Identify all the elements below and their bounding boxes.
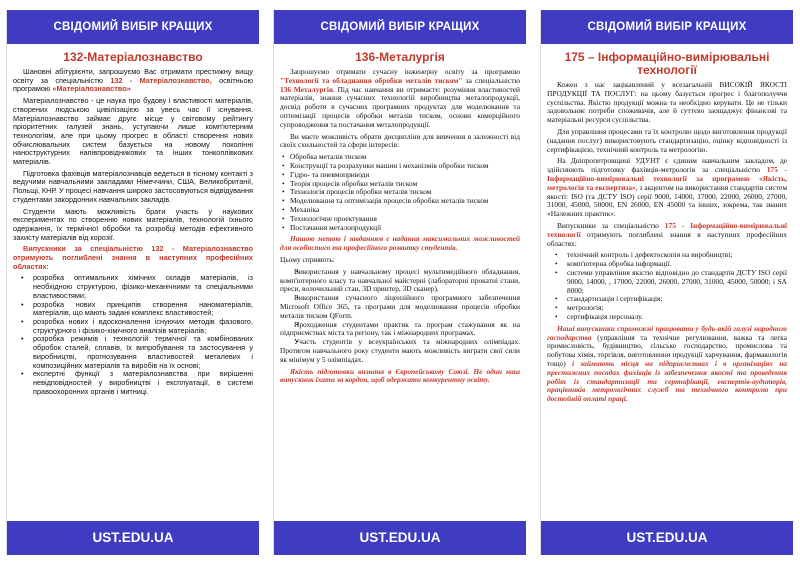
list-item: • сертифікація персоналу.	[547, 313, 787, 322]
specialty-name: 175 - Інформаційно-вимірювальні технології за програмою «Якість, метрологія та експертиза»	[547, 165, 787, 192]
list-item: • Обробка металів тиском	[280, 153, 520, 162]
quality-statement: Якість підготовки визнана в Європейському Союзі. Не один наш випускник їхати за кордон, щоб одержати конкурентну освіту.	[280, 366, 520, 385]
paragraph	[547, 157, 787, 219]
text-span: Шановні абітурієнти, запрошуємо Вас отримати престижну вищу освіту за спеціальністю	[13, 67, 253, 85]
paragraph: Матеріалознавство - це наука про будову і властивості матеріалів, створених людською цивілізацією за увесь час її існування. Матеріалознавство займає другє місце у світовому рейтингу пріоритетних галузей знань, уступаючи лише комп'ютерним технологіям, але при цьому прогрес в області створення нових обчислювальних систем базується на новому поколінні наноструктурних напівпровідникових та інших тонкоплівкових матеріалів.	[13, 96, 253, 167]
list-item: • Теорія процесів обробки металів тиском	[280, 180, 520, 189]
website-link[interactable]: UST.EDU.UA	[274, 521, 526, 555]
program-name: «Матеріалознавство»	[52, 84, 131, 94]
list-item: • експертні функції з матеріалознавства при вирішенні невідповідностей у виробництві і експлуатації, в системі правоохоронних органів і митниці.	[13, 370, 253, 396]
list-item: • розробка оптимальних хімічних складів матеріалів, із необхідною структурою, фізико-механічними та спеціальними властивостями;	[13, 274, 253, 300]
highlight-text: Наші випускники спроможні працювати у будь-якій галузі народного господарства	[547, 323, 787, 342]
list-item: • Механіка	[280, 206, 520, 215]
list-item: • Технологія процесів обробки металів тиском	[280, 188, 520, 197]
panel-body	[541, 44, 793, 404]
website-link[interactable]: UST.EDU.UA	[541, 521, 793, 555]
list-item: • Участь студентів у всеукраїнських та міжнародних олімпіадах. Протягом навчального року студенти мають можливість виграти свої сили як мінімум у 5 олімпіадах.	[280, 338, 520, 364]
program-name: "Технології та обладнання обробки металів тиском"	[280, 75, 463, 85]
list-item: • Технологічне проектування	[280, 215, 520, 224]
panel-body	[274, 44, 526, 385]
mission-statement: Нашою метою і завданням є надання максимальних можливостей для особистого та професійного розвитку студентів.	[280, 234, 520, 253]
list-item: • розробка нових і вдосконалення існуючих методів фазового, структурного і фізико-хімічного аналізів матеріалів;	[13, 318, 253, 335]
text-span: . Під час навчання ви отримаєте: розуміння властивостей матеріалів, знання сучасних технологій виробництва металопродукції, досвід роботи в сучасних програмних продуктах для моделювання та оптимізації процесів обробки металів тиском, основи комерційного супроводження та постачання металопродукції.	[280, 84, 520, 129]
list-item: • Постачання металопродукції	[280, 224, 520, 233]
text-span: отримують поглиблені знання в наступних професійних областях:	[547, 229, 787, 248]
paragraph	[547, 222, 787, 248]
list-item: • Використання сучасного ліцензійного програмного забезпечення Microsoft Office 365, та програми для моделювання процесів обробки металів тиском QForm.	[280, 294, 520, 320]
text-span: освітньою програмою	[13, 75, 254, 94]
discipline-list	[280, 153, 520, 232]
list-item: • метрологія;	[547, 304, 787, 313]
paragraph: Ви маєте можливість обрати дисципліни для вивчення в залежності від своїх схильностей та сфери інтересів:	[280, 131, 520, 150]
website-link[interactable]: UST.EDU.UA	[7, 521, 259, 555]
list-item: • Використання у навчальному процесі мультимедійного обладнання, комп'ютерного класу та навчальної майстерні (лабораторні прокатні стани, преси, волочильний стан, 3D принтер, 3D сканер).	[280, 268, 520, 294]
specialty-name: 132 - Матеріалознавство,	[110, 75, 212, 85]
competency-list	[547, 251, 787, 321]
panel-header: СВІДОМИЙ ВИБІР КРАЩИХ	[541, 10, 793, 44]
panel-header: СВІДОМИЙ ВИБІР КРАЩИХ	[7, 10, 259, 44]
text-span: (управління та технічне регулювання, важка та легка промисловість, будівництво, сільське господарство, промислова та побутова хімія, торгівля, виготовлення продукції харчування, фармакологія тощо)	[547, 332, 787, 368]
panel-materials-science	[6, 10, 259, 555]
paragraph: Студенти мають можливість брати участь у наукових експериментах по створенню нових матеріалів, технологій їхнього одержання, їх термічної обробки та розробці методів ефективного захисту матеріалів від корозії.	[13, 206, 253, 242]
panel-header: СВІДОМИЙ ВИБІР КРАЩИХ	[274, 10, 526, 44]
paragraph: Підготовка фахівців матеріалознавців ведеться в тісному контакті з ведучими навчальними закладами Німеччини, США, Великобританії, Польщі, КНР. У процесі навчання широко застосовуються відвідування студентами закордонних навчальних закладів.	[13, 168, 253, 204]
specialty-name: 175 - Інформаційно-вимірювальні технології	[547, 220, 788, 239]
paragraph: Цьому сприяють:	[280, 254, 335, 264]
list-item: • розробка режимів і технологій термічної та комбінованих обробок сталей, сплавів, їх випробування та застосування у виробництві, прогнозування властивостей металевих і композиційних матеріалів та виробів на їх основі;	[13, 335, 253, 370]
intro-paragraph	[280, 68, 520, 130]
benefits-list	[280, 268, 520, 365]
list-item: • комп'ютерна обробка інформації.	[547, 260, 787, 269]
intro-paragraph	[13, 68, 253, 94]
text-span: Випускники за спеціальністю	[557, 220, 665, 230]
specialty-name: 136 Металургія	[280, 84, 333, 94]
competency-list	[13, 274, 253, 396]
list-item: • технічний контроль і дефектоскопія на виробництві;	[547, 251, 787, 260]
highlight-text: і займають місця на підприємствах і в організаціях на престижних посадах фахівців із забезпечення якості та проведення робіт із стандартизації та сертифікації, експертів-аудиторів, працівників метрологічних служб та технічного контролю при достойній оплаті праці.	[547, 358, 787, 404]
text-span: На Дніпропетровщині УДУНТ є єдиним навчальним закладом, де здійснюють підготовку фахівців-метрологів за спеціальністю	[547, 156, 787, 175]
list-item: • Гідро- та пневмоприводи	[280, 171, 520, 180]
text-span: , з акцентом на використання стандартів систем якості: ISO (та ДСТУ ISO) серії 9000, 14000, 17000, 22000, 26000, 27000, 31000, 45000, 50000, EN 26000, EN 45000 та інших, зокрема, так званих «Належних практик».	[547, 182, 787, 219]
panel-measurement-technologies	[540, 10, 793, 555]
paragraph: Для управління процесами та їх контролю щодо виготовлення продукції (надання послуг) використовують стандартизацію, оцінку відповідності із сертифікацією, технічний контроль та метрологію.	[547, 126, 787, 154]
panel-metallurgy	[273, 10, 526, 555]
list-item: • Проходження студентами практик та програм стажування як на підприємствах міста та регіону, так і міжнародних програмах.	[280, 321, 520, 339]
list-item: • системи управління якістю відповідно до стандартів ДСТУ ISO серії 9000, 14000, , 17000, 22000, 26000, 27000, 31000, 45000, 50000; і SA 8000;	[547, 269, 787, 295]
paragraph: Кожен з нас зацікавлений у всезагальній ВИСОКІЙ ЯКОСТІ ПРОДУКЦІЇ ТА ПОСЛУГ: на цьому базується прогрес і благополуччя суспільства. Якістю продукції можна та необхідно керувати. Це не тільки задовольняє потреби споживачів, але й суттєво заощаджує фінансові та матеріальні ресурси суспільства.	[547, 80, 787, 125]
section-title: 136-Металургія	[355, 50, 445, 64]
graduates-heading: Випускники за спеціальністю 132 - Матеріалознавство отримують поглиблені знання в наступних професійних областях:	[13, 244, 253, 271]
text-span: Запрошуємо отримати сучасну інженерну освіту за програмою	[290, 67, 520, 76]
panel-body	[7, 44, 259, 396]
list-item: • розробка нових принципів створення наноматеріалів, матеріалів, що мають задані комплекс властивостей;	[13, 301, 253, 318]
list-item: • Моделювання та оптимізація процесів обробки металів тиском	[280, 197, 520, 206]
text-span: за спеціальністю	[462, 75, 520, 85]
section-title: 175 – Інформаційно-вимірювальні технології	[564, 50, 770, 77]
section-title: 132-Матеріалознавство	[63, 50, 203, 64]
list-item: • стандартизація і сертифікація;	[547, 295, 787, 304]
list-item: • Конструкції та розрахунки машин і механізмів обробки тиском	[280, 162, 520, 171]
paragraph	[547, 325, 787, 404]
